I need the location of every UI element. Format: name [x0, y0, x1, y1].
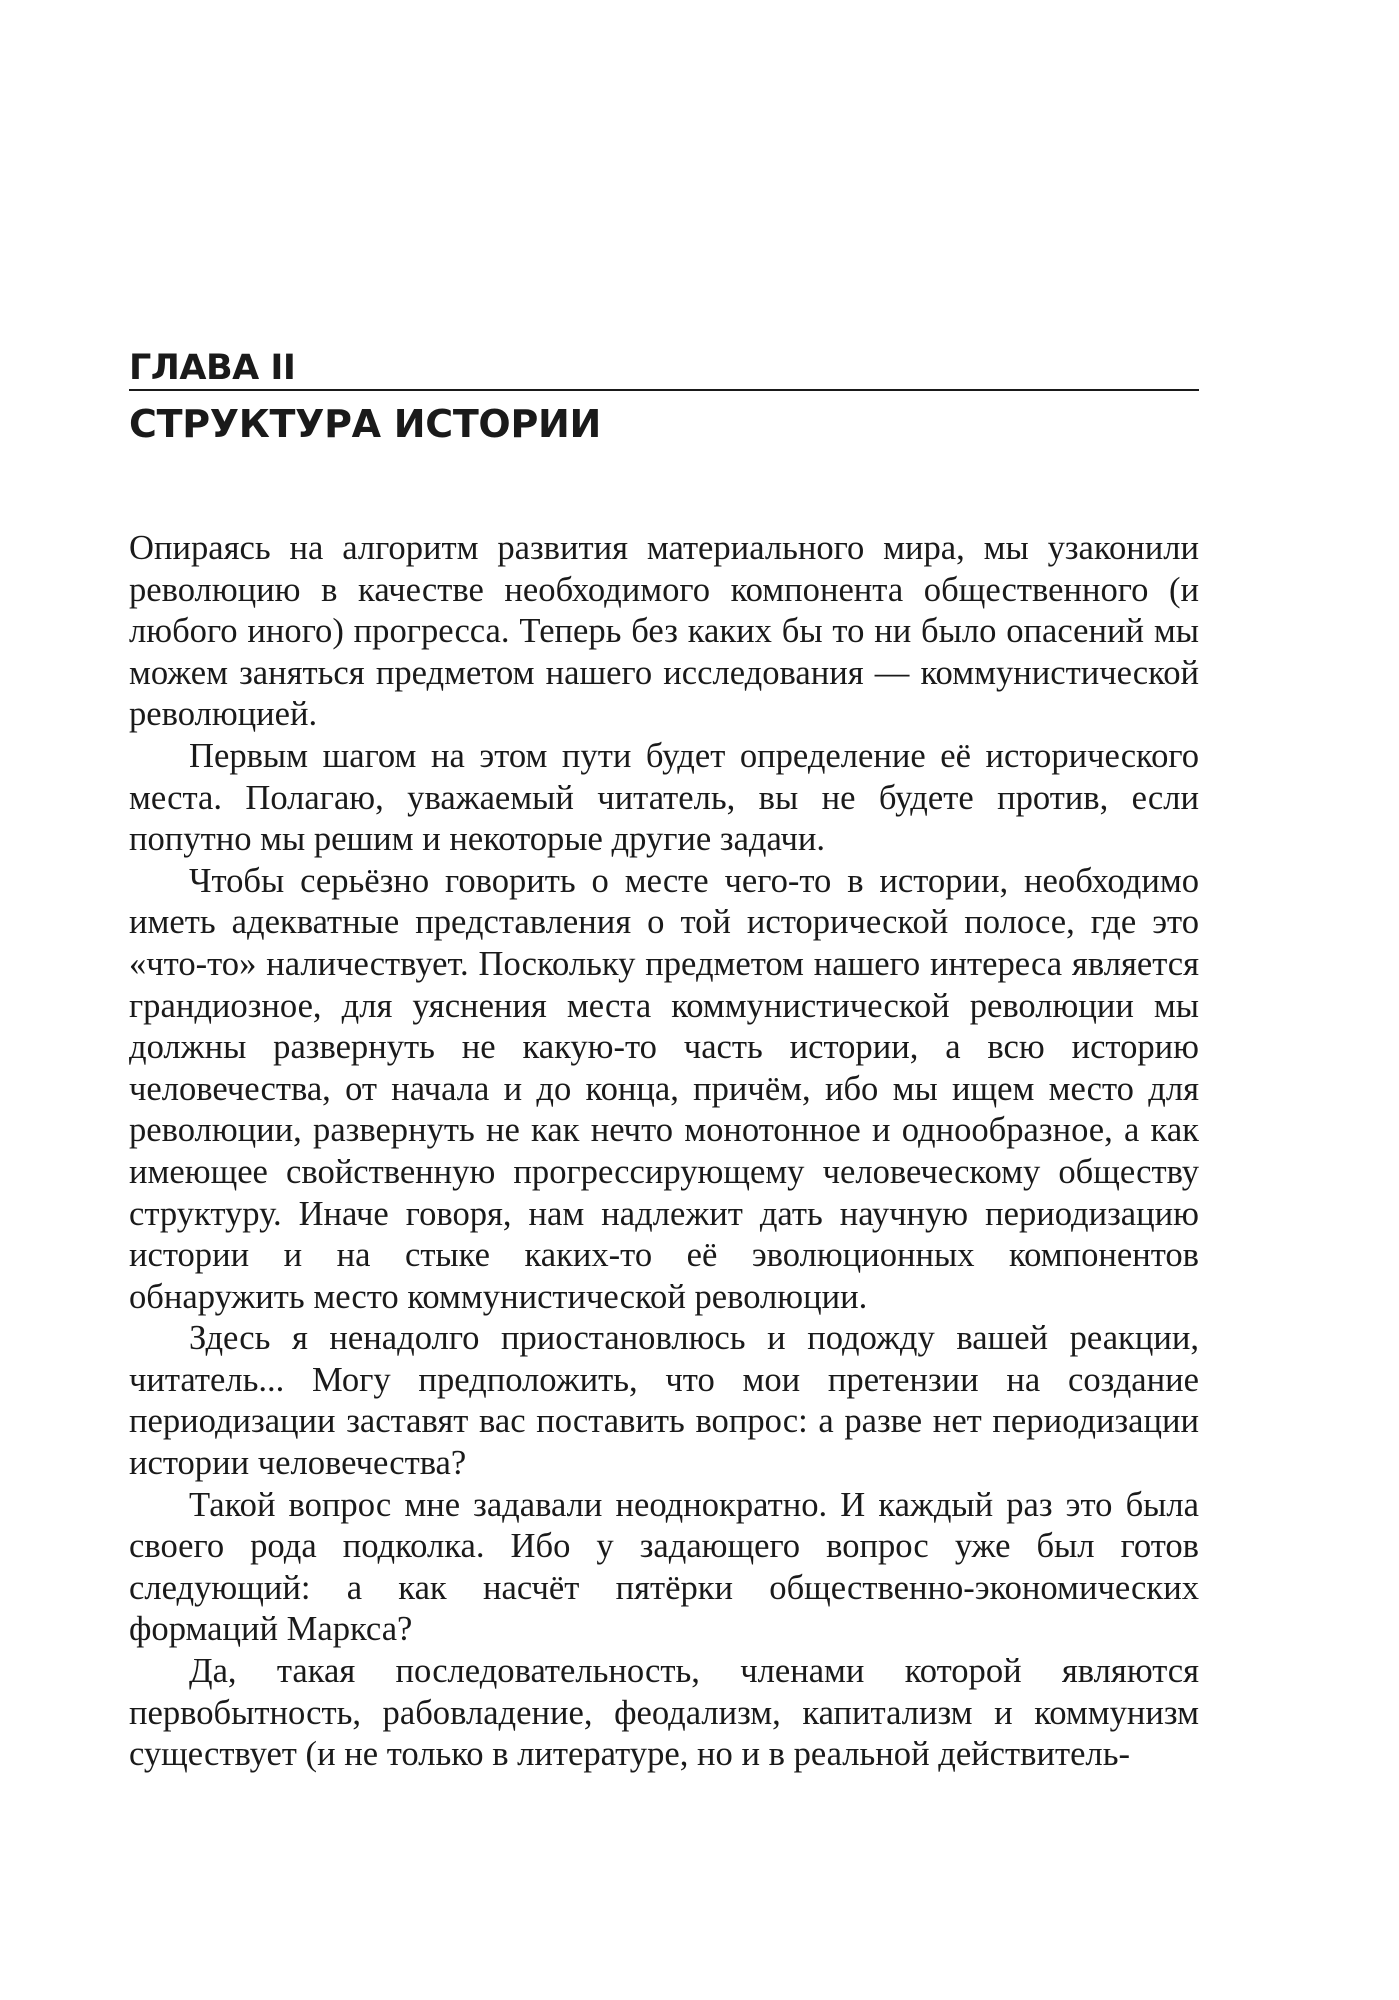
chapter-title: СТРУКТУРА ИСТОРИИ	[129, 402, 601, 446]
paragraph: Такой вопрос мне задавали неоднократно. И каждый раз это была своего рода подколка. Ибо у задающего вопрос уже был готов следующий: а как насчёт пятёрки общественно-экономических формаций Маркса?	[129, 1485, 1199, 1649]
paragraph: Первым шагом на этом пути будет определение её исторического места. Полагаю, уважаемый читатель, вы не будете против, если попутно мы решим и некоторые другие задачи.	[129, 736, 1199, 859]
body-text	[129, 528, 1199, 1776]
chapter-number: ГЛАВА II	[129, 348, 296, 388]
paragraph: Опираясь на алгоритм развития материального мира, мы узаконили революцию в качестве необходимого компонента общественного (и любого иного) прогресса. Теперь без каких бы то ни было опасений мы можем заняться предметом нашего исследования — коммунистической революцией.	[129, 529, 1199, 734]
paragraph: Чтобы серьёзно говорить о месте чего-то в истории, необходимо иметь адекватные представления о той исторической полосе, где это «что-то» наличествует. Поскольку предметом нашего интереса является грандиозное, для уяснения места коммунистической революции мы должны развернуть не какую-то часть истории, а всю историю человечества, от начала и до конца, причём, ибо мы ищем место для революции, развернуть не как нечто монотонное и однообразное, а как имеющее свойственную прогрессирующему человеческому обществу структуру. Иначе говоря, нам надлежит дать научную периодизацию истории и на стыке каких-то её эволюционных компонентов обнаружить место коммунистической революции.	[129, 861, 1199, 1316]
paragraph: Да, такая последовательность, членами которой являются первобытность, рабовладение, феодализм, капитализм и коммунизм существует (и не только в литературе, но и в реальной действитель-	[129, 1652, 1199, 1774]
chapter-divider	[129, 389, 1199, 391]
paragraph: Здесь я ненадолго приостановлюсь и подожду вашей реакции, читатель... Могу предположить, что мои претензии на создание периодизации заставят вас поставить вопрос: а разве нет периодизации истории человечества?	[129, 1319, 1199, 1483]
